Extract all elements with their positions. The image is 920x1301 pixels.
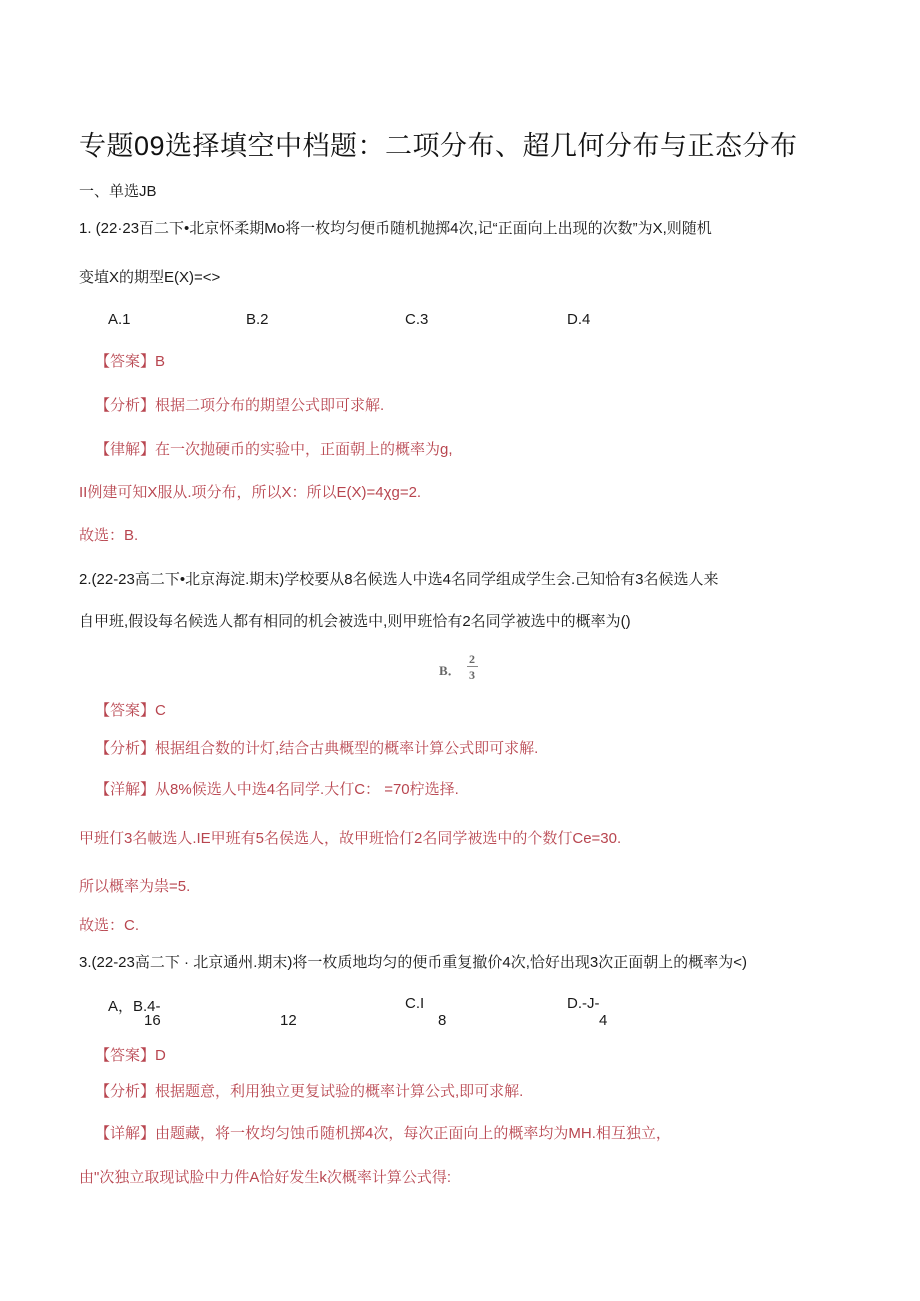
detail-text: 由题藏，将一枚均匀蚀币随机掷4次，每次正面向上的概率均为MH.相互独立，: [155, 1125, 671, 1142]
option-b-label: B．: [439, 663, 461, 678]
q2-option-b-image: [437, 652, 483, 682]
q3-stem-line1: 3.(22-23高二下 · 北京通州.期末)将一枚质地均匀的便币重复撤价4次,恰好出现3次正面朝上的概率为<): [79, 954, 747, 971]
detail-text: 在一次抛硬币的实验中，正面朝上的概率为g,: [155, 441, 453, 458]
q3-option-b-denominator: 16: [144, 1012, 161, 1029]
analysis-tag: 【分析】: [95, 1083, 156, 1100]
q3-option-c2-denominator: 8: [438, 1012, 447, 1029]
q1-stem-line1: 1. (22·23百二下•北京怀柔期Mo将一枚均匀便币随机抛掷4次,记“正面向上出现的次数”为X,则随机: [79, 220, 712, 237]
q2-stem-line2: 自甲班,假设每名候选人都有相同的机会被选中,则甲班恰有2名同学被选中的概率为(): [79, 613, 631, 630]
analysis-text: 根据二项分布的期望公式即可求解.: [155, 397, 385, 414]
detail-tag: 【洋解】: [95, 781, 156, 798]
q3-option-d-denominator: 4: [599, 1012, 608, 1029]
analysis-tag: 【分析】: [95, 397, 156, 414]
q1-analysis: [95, 394, 384, 415]
q1-detail-line2: II例建可知X服从.项分布，所以X：所以E(X)=4χg=2.: [79, 484, 422, 501]
detail-text: 从8%候选人中选4名同学.大仃C： =70柠选择.: [155, 781, 459, 798]
fraction-numerator: 2: [469, 652, 475, 666]
q1-detail: [95, 438, 453, 459]
q2-answer: [95, 699, 166, 720]
q2-analysis: [95, 737, 538, 758]
analysis-text: 根据题意，利用独立更复试验的概率计算公式,即可求解.: [155, 1083, 524, 1100]
q1-answer: [95, 350, 165, 371]
q3-answer: [95, 1044, 166, 1065]
answer-value: C: [155, 702, 166, 719]
answer-tag: 【答案】: [95, 1047, 156, 1064]
q1-stem-line2: 变埴X的期型E(X)=<>: [79, 269, 221, 286]
analysis-tag: 【分析】: [95, 740, 156, 757]
q1-conclusion: 故选：B.: [79, 527, 139, 544]
q1-option-a: A.1: [108, 311, 131, 328]
fraction-bar: [467, 666, 478, 667]
q2-detail-line3: 所以概率为祟=5.: [79, 878, 191, 895]
q2-stem-line1: 2.(22-23高二下•北京海淀.期末)学校要从8名候选人中选4名同学组成学生会.己知恰有3名候选人来: [79, 571, 719, 588]
answer-tag: 【答案】: [95, 353, 156, 370]
q2-detail-line2: 甲班仃3名帔选人.IE甲班有5名侯选人，故甲班恰仃2名同学被选中的个数仃Ce=30.: [79, 830, 622, 847]
q3-option-c: C.I: [405, 995, 425, 1012]
q3-option-c-denominator: 12: [280, 1012, 297, 1029]
q2-detail: [95, 778, 459, 799]
q3-detail: [95, 1122, 671, 1143]
detail-tag: 【详解】: [95, 1125, 156, 1142]
q3-option-ab: A，B.4-: [108, 998, 161, 1015]
answer-value: B: [155, 353, 166, 370]
fraction-denominator: 3: [469, 668, 475, 682]
section-heading: 一、单选JB: [79, 183, 157, 200]
q1-option-b: B.2: [246, 311, 269, 328]
q2-conclusion: 故选：C.: [79, 917, 140, 934]
answer-tag: 【答案】: [95, 702, 156, 719]
answer-value: D: [155, 1047, 166, 1064]
q3-option-d: D.-J-: [567, 995, 600, 1012]
analysis-text: 根据组合数的计灯,结合古典概型的概率计算公式即可求解.: [155, 740, 539, 757]
page-title: 专题09选择填空中档题：二项分布、超几何分布与正态分布: [79, 131, 798, 161]
q1-option-c: C.3: [405, 311, 429, 328]
q1-option-d: D.4: [567, 311, 591, 328]
q3-detail-line2: 由"次独立取现试脸中力件A恰好发生k次概率计算公式得:: [79, 1169, 451, 1186]
q3-analysis: [95, 1080, 523, 1101]
detail-tag: 【律解】: [95, 441, 156, 458]
